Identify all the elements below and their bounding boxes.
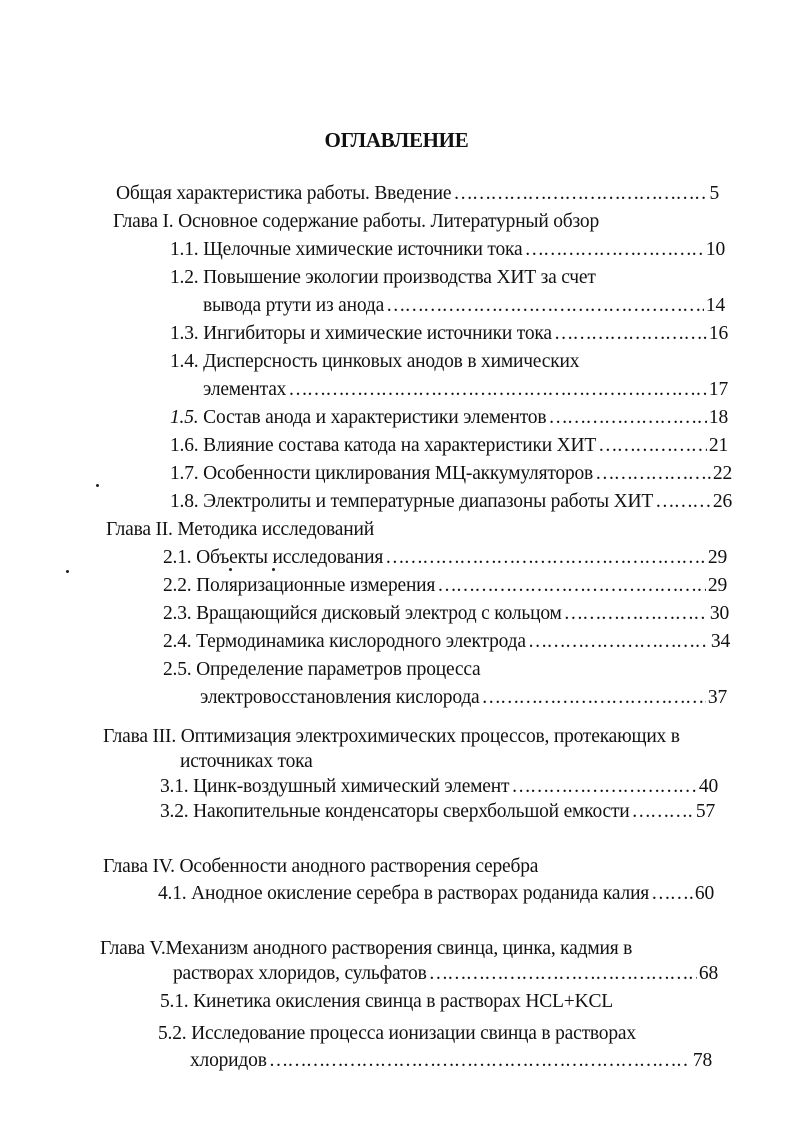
entry-title: Накопительные конденсаторы сверхбольшой емкости [193,801,630,822]
entry-number: 3.2. [160,801,189,822]
entry-number: 1.7. [170,463,199,484]
entry-title: Состав анода и характеристики элементов [203,407,547,428]
leader-dots [528,630,709,654]
entry-number: 5.2. [158,1023,187,1044]
entry-number: 1.4. [170,351,199,372]
toc-entry[interactable] [170,322,728,346]
chapter-heading[interactable]: Глава V.Механизм анодного растворения свинца, цинка, кадмия в [100,938,633,959]
entry-title: Электролиты и температурные диапазоны работы ХИТ [203,491,654,512]
toc-entry[interactable] [170,350,579,374]
entry-page: 18 [708,407,728,428]
entry-page: 78 [692,1050,712,1071]
scan-speck [229,568,232,571]
leader-dots [385,546,706,570]
entry-number: 1.2. [170,267,199,288]
leader-dots [511,775,697,799]
entry-title: Дисперсность цинковых анодов в химических [203,351,580,372]
entry-title: Щелочные химические источники тока [203,239,523,260]
leader-dots [548,406,707,430]
entry-page: 26 [712,491,732,512]
entry-title-cont: элементах [203,379,287,400]
toc-entry[interactable] [163,658,481,682]
toc-entry[interactable] [170,406,728,430]
toc-entry-continuation[interactable] [203,378,728,402]
entry-title-cont: хлоридов [190,1050,267,1071]
leader-dots [554,322,707,346]
entry-page: 57 [695,801,715,822]
entry-title: Кинетика окисления свинца в растворах HCL+KCL [193,991,613,1012]
leader-dots [288,378,707,402]
chapter-heading-cont[interactable] [173,962,718,986]
entry-title: Цинк-воздушный химический элемент [193,776,510,797]
toc-entry[interactable] [163,574,727,598]
scan-speck [272,568,275,571]
entry-title: Объекты исследования [196,547,384,568]
leader-dots [524,238,703,262]
entry-number: 3.1. [160,776,189,797]
entry-number: 2.1. [163,547,192,568]
toc-entry[interactable] [158,1022,636,1046]
entry-page: 29 [707,575,727,596]
entry-title-cont: вывода ртути из анода [203,295,385,316]
entry-title: Ингибиторы и химические источники тока [203,323,552,344]
leader-dots [564,602,708,626]
leader-dots [655,490,711,514]
entry-page: 21 [708,435,728,456]
entry-number: 1.6. [170,435,199,456]
chapter-heading-cont: источниках тока [180,751,313,772]
toc-entry[interactable] [158,882,714,906]
entry-number: 4.1. [158,883,187,904]
entry-page: 16 [708,323,728,344]
entry-title: Влияние состава катода на характеристики ХИТ [203,435,597,456]
entry-number: 1.3. [170,323,199,344]
toc-entry[interactable] [170,462,732,486]
leader-dots [598,434,707,458]
leader-dots [437,574,706,598]
entry-title: Общая характеристика работы. Введение [116,183,452,204]
toc-entry-continuation[interactable] [203,294,725,318]
leader-dots [269,1049,691,1073]
toc-entry[interactable] [160,775,718,799]
toc-entry[interactable] [160,990,613,1014]
entry-number: 1.1. [170,239,199,260]
entry-page: 40 [698,776,718,797]
entry-page: 10 [705,239,725,260]
entry-number: 1.5. [170,407,199,428]
toc-entry[interactable] [163,546,727,570]
entry-page: 14 [705,295,725,316]
entry-page: 37 [707,687,727,708]
page-title: ОГЛАВЛЕНИЕ [324,128,469,152]
entry-title: Особенности циклирования МЦ-аккумуляторов [203,463,594,484]
toc-entry[interactable] [170,490,732,514]
leader-dots [386,294,704,318]
entry-page: 22 [712,463,732,484]
entry-page: 30 [709,603,729,624]
entry-number: 2.2. [163,575,192,596]
entry-title-cont: электровосстановления кислорода [200,687,480,708]
entry-number: 2.4. [163,631,192,652]
entry-number: 2.3. [163,603,192,624]
toc-entry-intro[interactable] [116,182,719,206]
entry-number: 1.8. [170,491,199,512]
entry-title: Поляризационные измерения [196,575,436,596]
scan-speck [96,484,99,487]
toc-entry[interactable] [160,800,715,824]
entry-title-cont: растворах хлоридов, сульфатов [173,963,427,984]
entry-page: 68 [698,963,718,984]
entry-title: Анодное окисление серебра в растворах роданида калия [191,883,650,904]
entry-title: Определение параметров процесса [196,659,481,680]
entry-title: Повышение экологии производства ХИТ за счет [203,267,596,288]
toc-entry[interactable] [163,630,730,654]
chapter-heading[interactable]: Глава II. Методика исследований [106,519,374,540]
leader-dots [429,962,697,986]
toc-entry[interactable] [170,434,728,458]
chapter-heading[interactable]: Глава I. Основное содержание работы. Литературный обзор [113,211,600,232]
leader-dots [482,686,706,710]
entry-page: 17 [708,379,728,400]
entry-number: 5.1. [160,991,189,1012]
toc-entry[interactable] [170,238,725,262]
leader-dots [632,800,694,824]
entry-page: 5 [709,183,719,204]
leader-dots [651,882,693,906]
entry-title: Термодинамика кислородного электрода [196,631,526,652]
toc-entry-continuation[interactable] [200,686,727,710]
chapter-heading[interactable]: Глава IV. Особенности анодного растворения серебра [103,856,539,877]
entry-page: 34 [710,631,730,652]
leader-dots [595,462,711,486]
entry-title: Вращающийся дисковый электрод с кольцом [196,603,562,624]
entry-title: Исследование процесса ионизации свинца в растворах [191,1023,636,1044]
chapter-heading[interactable]: Глава III. Оптимизация электрохимических процессов, протекающих в [103,726,680,747]
toc-entry-continuation[interactable] [190,1049,712,1073]
entry-number: 2.5. [163,659,192,680]
entry-page: 29 [707,547,727,568]
scan-speck [66,570,69,573]
toc-entry[interactable] [170,266,596,290]
leader-dots [453,182,707,206]
toc-entry[interactable] [163,602,729,626]
entry-page: 60 [694,883,714,904]
